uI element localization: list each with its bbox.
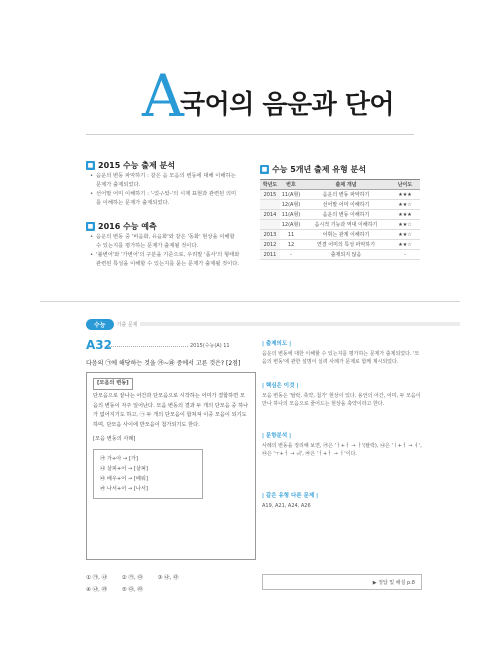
- passage-text: 단모음으로 끝나는 어간과 단모음으로 시작하는 어미가 결합하면 모음의 변동이 자주 일어난다. 모음 변동의 결과 두 개의 단모음 중 하나가 없어지기도 하고, ㉠ 두 개의 단모음이 합쳐져 이중 모음이 되기도 하며, 단모음 사이에 반모음이 첨가되기도 한다.: [93, 392, 249, 429]
- table-row: 2013 11 어휘는 관계 이해하기 ★★☆: [260, 230, 420, 240]
- table-row: 12(A형) 선어말 어미 이해하기 ★★☆: [260, 200, 420, 210]
- choice-2[interactable]: ② ㉮, ㉰: [121, 575, 143, 581]
- passage-box: [86, 372, 256, 560]
- prediction-bullets: [90, 233, 240, 269]
- band-divider: [40, 301, 460, 302]
- table-header-row: 학년도 번호 출제 개념 난이도: [260, 180, 420, 190]
- problem-number: A32: [86, 338, 112, 352]
- bullet-item: • 선어말 어미 이해하기 : '-었-/-았-'의 시제 표현과 관련된 의미를 이해하는 문제가 출제되었다.: [90, 190, 240, 208]
- table-row: 2014 11(A형) 음운의 변동 이해하기 ★★★: [260, 210, 420, 220]
- section-icon: ■: [87, 162, 94, 169]
- band-sub: 기출 문제: [116, 322, 138, 328]
- passage-header: [모음의 변동]: [93, 378, 133, 390]
- dotted-leader: [108, 346, 188, 347]
- analysis-bullets: [90, 172, 240, 208]
- examples-header: [모음 변동의 사례]: [93, 435, 136, 442]
- table-row: 2012 12 연결 어미의 특성 파악하기 ★★☆: [260, 240, 420, 250]
- section-heading-five-year: ■ 수능 5개년 출제 유형 분석: [261, 165, 366, 174]
- section-heading-analysis: ■ 2015 수능 출제 분석: [87, 161, 175, 170]
- example-item: ㉯ 살피+어 → [살펴]: [100, 465, 148, 472]
- choice-4[interactable]: ④ ㉯, ㉱: [86, 587, 108, 593]
- band-label: [86, 319, 138, 330]
- bullet-item: • 음운의 변동 파악하기 : 같은 음 모음의 변동에 대해 이해하는 문제가 출제되었다.: [90, 172, 240, 190]
- band-bar: [140, 322, 460, 326]
- choice-5[interactable]: ⑤ ㉰, ㉱: [121, 587, 143, 593]
- example-item: ㉰ 배우+어 → [배워]: [100, 475, 148, 482]
- table-row: 2011 - 출제되지 않음 -: [260, 250, 420, 260]
- table-body: [260, 190, 420, 260]
- exam-type-table: [260, 179, 420, 260]
- explanation-related: | 같은 유형 다른 문제 | A19, A21, A24, A26: [262, 493, 319, 509]
- choice-3[interactable]: ③ ㉯, ㉰: [157, 575, 179, 581]
- explanation-key: | 핵심은 이것 | 모음 변동은 '탈락, 축약, 첨가' 현상이 있다. 용언의 어간, 어미, 두 모음이 만나 하나의 모음으로 줄어드는 현상을 축약이라고 한다.: [262, 383, 421, 408]
- example-item: ㉮ 가+아 → [가]: [100, 455, 138, 462]
- explanation-analysis: | 문항분석 | 사례의 변동을 정리해 보면, ㉮은 'ㅏ+ㅓ → ㅏ'(탈락), ㉯은 'ㅣ+ㅓ → ㅕ', ㉰은 'ㅜ+ㅓ → ㅝ', ㉱은 'ㅓ+ㅓ → ㅓ'이다.: [262, 433, 422, 458]
- table-row: 2015 11(A형) 음운의 변동 파악하기 ★★★: [260, 190, 420, 200]
- section-heading-prediction: ■ 2016 수능 예측: [87, 222, 157, 231]
- title-divider: [86, 134, 414, 135]
- bullet-item: • 음운의 변동 중 '비음화, 유음화'와 같은 '동화' 현상을 이해할 수 있는지를 평가하는 문제가 출제될 것이다.: [90, 233, 240, 251]
- explanation-intent: | 출제의도 | 음운의 변동에 대한 이해할 수 있는지를 평가하는 문제가 출제되었다. '모음의 변동'에 관한 설명이 실려 사례가 문제로 함께 제시되었다.: [262, 341, 420, 366]
- chapter-title: [0, 62, 500, 130]
- section-icon: ■: [261, 166, 268, 173]
- answer-reference-box: [262, 574, 422, 590]
- chapter-heading: 국어의 음운과 단어: [180, 90, 395, 120]
- answer-link[interactable]: ▶ 정답 및 해설 p.8: [372, 580, 415, 586]
- examples-box: [93, 449, 203, 499]
- problem-source: 2015(수능(A) 11: [190, 343, 230, 349]
- band-pill: 수능: [86, 319, 114, 330]
- chapter-letter: A: [142, 62, 184, 130]
- table-row: 12(A형) 음시적 기능과 역대 이해하기 ★★☆: [260, 220, 420, 230]
- question-text: 다음의 ㉠에 해당하는 것을 ㉮~㉱ 중에서 고른 것은? [2점]: [86, 360, 241, 367]
- bullet-item: • '불변어'와 '가변어'의 구분을 기준으로, 우리말 '품사'의 형태와 관련된 특성을 이해할 수 있는지를 묻는 문제가 출제될 것이다.: [90, 251, 240, 269]
- example-item: ㉱ 나서+어 → [나서]: [100, 485, 148, 492]
- answer-choices: [86, 572, 192, 596]
- choice-1[interactable]: ① ㉮, ㉯: [86, 575, 108, 581]
- section-icon: ■: [87, 223, 94, 230]
